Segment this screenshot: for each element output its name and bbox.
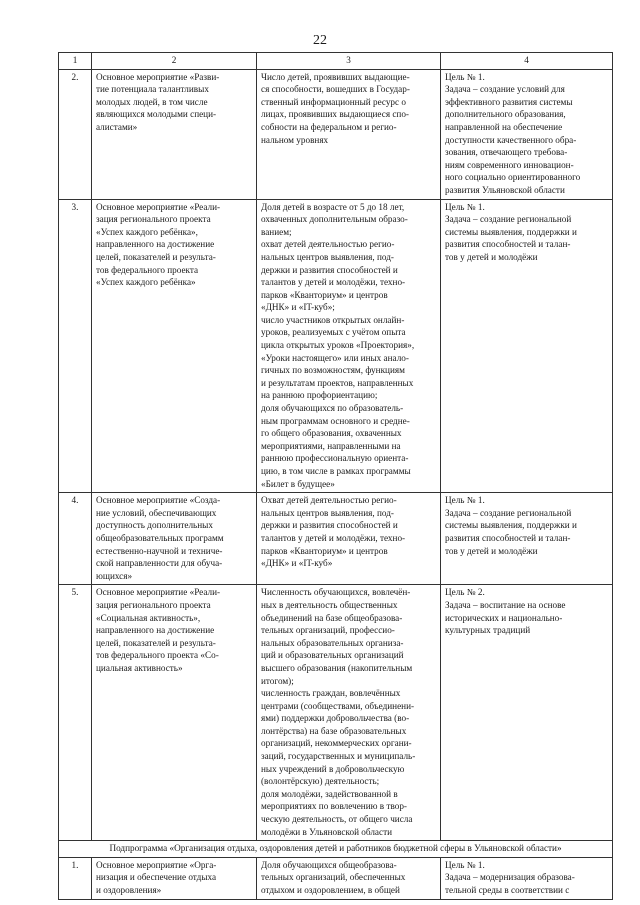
goal-cell [441, 857, 613, 899]
row-number: 2. [59, 69, 92, 199]
cell-line: ской направленности для обуча- [96, 558, 223, 569]
cell-line: ческую деятельность, от общего числа [261, 814, 413, 825]
cell-line: направленной на обеспечение [445, 121, 563, 132]
cell-line: нальном уровнях [261, 134, 329, 145]
measure-name-cell [92, 585, 257, 841]
cell-line: ного социально ориентированного [445, 172, 581, 183]
cell-line: Цель № 2. [445, 587, 485, 598]
cell-line: «ДНК» и «IT-куб»; [261, 302, 335, 313]
cell-line: ванием; [261, 226, 292, 237]
cell-line: держки и развития способностей и [261, 264, 398, 275]
measure-name-cell [92, 69, 257, 199]
cell-line: «Билет в будущее» [261, 478, 335, 489]
cell-line: «Уроки настоящего» или иных анало- [261, 352, 409, 363]
cell-line: и оздоровления» [96, 885, 162, 895]
cell-line: Основное мероприятие «Созда- [96, 495, 221, 506]
cell-line: Численность обучающихся, вовлечён- [261, 587, 411, 598]
cell-line: Задача – создание региональной [445, 507, 572, 518]
cell-line: ями) поддержки добровольчества (во- [261, 713, 410, 724]
goal-cell [441, 199, 613, 493]
goal-cell [441, 69, 613, 199]
cell-line: направленного на достижение [96, 625, 215, 636]
header-cell: 2 [92, 53, 257, 70]
cell-line: «Успех каждого ребёнка» [96, 277, 196, 288]
measure-name-cell [92, 493, 257, 585]
cell-line: Задача – создание региональной [445, 214, 572, 225]
cell-line: тельной среды в соответствии с [445, 885, 570, 895]
cell-line: численность граждан, вовлечённых [261, 688, 401, 699]
cell-line: тов федерального проекта «Со- [96, 650, 219, 661]
goal-cell [441, 585, 613, 841]
cell-line: ющихся» [96, 570, 133, 581]
cell-line: естественно-научной и техниче- [96, 545, 223, 556]
cell-line: лицах, проявивших выдающиеся спо- [261, 109, 409, 120]
cell-line: Цель № 1. [445, 495, 485, 506]
cell-line: парков «Кванториум» и центров [261, 289, 388, 300]
cell-line: Задача – модернизация образова- [445, 872, 575, 883]
cell-line: отдыхом и оздоровлением, в общей [261, 885, 400, 895]
cell-line: Задача – воспитание на основе [445, 599, 566, 610]
cell-line: ние условий, обеспечивающих [96, 507, 217, 518]
cell-line: исторических и национально- [445, 612, 563, 623]
table-row [59, 857, 613, 899]
cell-line: нальных центров выявления, под- [261, 507, 394, 518]
cell-line: Доля детей в возрасте от 5 до 18 лет, [261, 201, 405, 212]
indicator-cell [257, 493, 441, 585]
row-number: 3. [59, 199, 92, 493]
cell-line: высшего образования (накопительным [261, 662, 413, 673]
goal-cell [441, 493, 613, 585]
cell-line: цикла открытых уроков «Проектория», [261, 340, 415, 351]
cell-line: талантов у детей и молодёжи, техно- [261, 277, 406, 288]
cell-line: охваченных дополнительным образо- [261, 214, 408, 225]
cell-line: Цель № 1. [445, 201, 485, 212]
cell-line: уроков, реализуемых с учётом опыта [261, 327, 406, 338]
header-cell: 4 [441, 53, 613, 70]
cell-line: Основное мероприятие «Орга- [96, 859, 217, 870]
cell-line: доступность дополнительных [96, 520, 213, 531]
cell-line: (волонтёрскую) деятельность; [261, 776, 380, 787]
cell-line: «Социальная активность», [96, 612, 201, 623]
row-number: 4. [59, 493, 92, 585]
cell-line: раннюю профессиональную ориента- [261, 453, 409, 464]
cell-line: и результатам проектов, направленных [261, 377, 414, 388]
cell-line: зация регионального проекта [96, 599, 211, 610]
cell-line: Основное мероприятие «Реали- [96, 201, 221, 212]
cell-line: являющихся молодыми специ- [96, 109, 217, 120]
cell-line: ных учреждений в добровольческую [261, 763, 405, 774]
header-cell: 1 [59, 53, 92, 70]
cell-line: цию, в том числе в рамках программы [261, 466, 411, 476]
subprogram-row [59, 841, 613, 858]
cell-line: ственный информационный ресурс о [261, 96, 406, 107]
cell-line: направленного на достижение [96, 239, 215, 250]
cell-line: заций, государственных и муниципаль- [261, 751, 416, 762]
measures-table [58, 52, 613, 900]
cell-line: тельных организаций, обеспеченных [261, 872, 406, 883]
header-row [59, 53, 613, 70]
cell-line: Задача – создание условий для [445, 84, 565, 95]
table-row [59, 585, 613, 841]
cell-line: тие потенциала талантливых [96, 84, 209, 95]
cell-line: нальных центров выявления, под- [261, 251, 394, 262]
cell-line: тов у детей и молодёжи [445, 545, 538, 556]
cell-line: Охват детей деятельностью регио- [261, 495, 397, 506]
measure-name-cell [92, 857, 257, 899]
cell-line: мероприятиях по вовлечению в твор- [261, 801, 407, 812]
cell-line: системы выявления, поддержки и [445, 520, 577, 531]
cell-line: охват детей деятельностью регио- [261, 239, 395, 250]
cell-line: нальных образовательных организа- [261, 637, 404, 648]
cell-line: развития способностей и талан- [445, 532, 571, 543]
cell-line: низация и обеспечение отдыха [96, 872, 217, 883]
cell-line: тов у детей и молодёжи [445, 251, 538, 262]
cell-line: на раннюю профориентацию; [261, 390, 378, 401]
cell-line: целей, показателей и результа- [96, 637, 216, 648]
cell-line: доля молодёжи, задействованной в [261, 788, 398, 799]
cell-line: объединений на базе общеобразова- [261, 612, 403, 623]
cell-line: развития способностей и талан- [445, 239, 571, 250]
cell-line: развития Ульяновской области [445, 184, 565, 195]
cell-line: ным программам основного и средне- [261, 415, 410, 426]
cell-line: «ДНК» и «IT-куб» [261, 558, 333, 569]
cell-line: общеобразовательных программ [96, 532, 224, 543]
cell-line: ций и образовательных организаций [261, 650, 404, 661]
cell-line: доступности качественного обра- [445, 134, 577, 145]
cell-line: молодых людей, в том числе [96, 96, 208, 107]
cell-line: молодёжи в Ульяновской области [261, 826, 393, 837]
cell-line: Доля обучающихся общеобразова- [261, 859, 397, 870]
cell-line: ных в деятельность общественных [261, 599, 398, 610]
measure-name-cell [92, 199, 257, 493]
cell-line: держки и развития способностей и [261, 520, 398, 531]
table-row [59, 199, 613, 493]
cell-line: зования, отвечающего требова- [445, 147, 568, 158]
cell-line: алистами» [96, 121, 138, 132]
subprogram-title: Подпрограмма «Организация отдыха, оздоровления детей и работников бюджетной сферы в Ульяновской области» [59, 841, 613, 858]
cell-line: тов федерального проекта [96, 264, 199, 275]
cell-line: мероприятиями, направленными на [261, 440, 401, 451]
cell-line: эффективного развития системы [445, 96, 573, 107]
row-number: 5. [59, 585, 92, 841]
cell-line: циальная активность» [96, 662, 183, 673]
cell-line: доля обучающихся по образователь- [261, 403, 404, 414]
cell-line: системы выявления, поддержки и [445, 226, 577, 237]
cell-line: собности на федеральном и регио- [261, 121, 397, 132]
indicator-cell [257, 857, 441, 899]
header-cell: 3 [257, 53, 441, 70]
cell-line: Основное мероприятие «Реали- [96, 587, 221, 598]
cell-line: ся способности, вошедших в Государ- [261, 84, 410, 95]
cell-line: центрами (сообществами, объединени- [261, 700, 415, 711]
table-row [59, 493, 613, 585]
cell-line: парков «Кванториум» и центров [261, 545, 388, 556]
cell-line: Цель № 1. [445, 71, 485, 82]
cell-line: Основное мероприятие «Разви- [96, 71, 220, 82]
table-row [59, 69, 613, 199]
cell-line: гичных по возможностям, функциям [261, 365, 405, 376]
cell-line: тельных организаций, профессио- [261, 625, 395, 636]
cell-line: дополнительного образования, [445, 109, 566, 120]
cell-line: го общего образования, охваченных [261, 428, 402, 439]
cell-line: «Успех каждого ребёнка», [96, 226, 198, 237]
cell-line: итогом); [261, 675, 294, 686]
row-number: 1. [59, 857, 92, 899]
indicator-cell [257, 585, 441, 841]
indicator-cell [257, 69, 441, 199]
cell-line: организаций, некоммерческих органи- [261, 738, 412, 749]
cell-line: талантов у детей и молодёжи, техно- [261, 532, 406, 543]
cell-line: целей, показателей и результа- [96, 251, 216, 262]
page-number: 22 [313, 33, 327, 48]
indicator-cell [257, 199, 441, 493]
cell-line: Число детей, проявивших выдающие- [261, 71, 410, 82]
cell-line: культурных традиций [445, 625, 531, 636]
cell-line: Цель № 1. [445, 859, 485, 870]
cell-line: ниям современного инновацион- [445, 159, 574, 170]
cell-line: лонтёрства) на базе образовательных [261, 725, 407, 736]
cell-line: число участников открытых онлайн- [261, 314, 405, 325]
cell-line: зация регионального проекта [96, 214, 211, 225]
